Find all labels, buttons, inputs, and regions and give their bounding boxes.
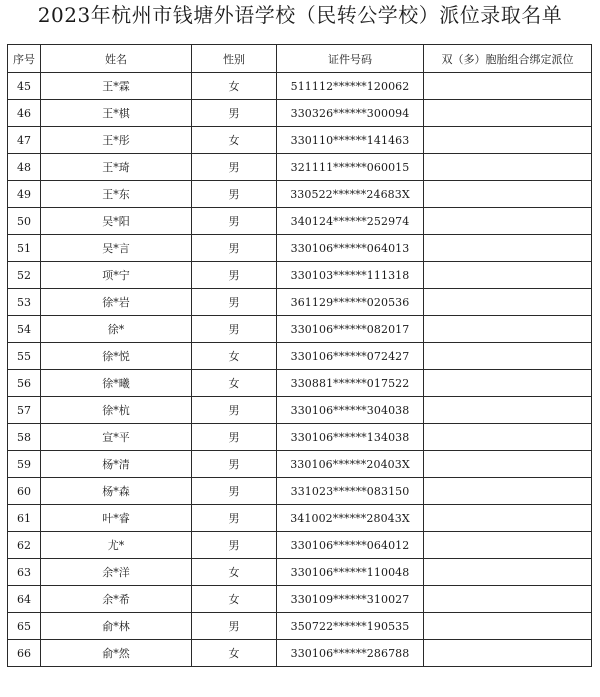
cell-index: 49 [8, 181, 41, 208]
table-row [8, 262, 592, 289]
cell-name: 叶*睿 [41, 505, 192, 532]
table-row [8, 451, 592, 478]
cell-twin-assignment [424, 505, 592, 532]
cell-twin-assignment [424, 289, 592, 316]
cell-id-number: 330110******141463 [277, 127, 424, 154]
admission-table-container [7, 44, 591, 667]
cell-id-number: 331023******083150 [277, 478, 424, 505]
cell-name: 吴*阳 [41, 208, 192, 235]
cell-id-number: 330106******082017 [277, 316, 424, 343]
cell-name: 俞*林 [41, 613, 192, 640]
cell-gender: 男 [192, 289, 277, 316]
table-row [8, 505, 592, 532]
table-row [8, 424, 592, 451]
cell-gender: 男 [192, 208, 277, 235]
cell-name: 宣*平 [41, 424, 192, 451]
cell-gender: 女 [192, 343, 277, 370]
cell-twin-assignment [424, 370, 592, 397]
table-row [8, 73, 592, 100]
cell-name: 吴*言 [41, 235, 192, 262]
table-row [8, 370, 592, 397]
cell-index: 48 [8, 154, 41, 181]
cell-index: 46 [8, 100, 41, 127]
cell-gender: 女 [192, 127, 277, 154]
cell-gender: 女 [192, 586, 277, 613]
cell-name: 余*洋 [41, 559, 192, 586]
header-name: 姓名 [41, 45, 192, 73]
cell-twin-assignment [424, 100, 592, 127]
document-title: 2023年杭州市钱塘外语学校（民转公学校）派位录取名单 [37, 3, 563, 27]
cell-id-number: 330106******304038 [277, 397, 424, 424]
cell-id-number: 350722******190535 [277, 613, 424, 640]
cell-name: 王*棋 [41, 100, 192, 127]
cell-id-number: 330881******017522 [277, 370, 424, 397]
cell-name: 余*希 [41, 586, 192, 613]
cell-name: 徐* [41, 316, 192, 343]
cell-gender: 男 [192, 451, 277, 478]
cell-index: 47 [8, 127, 41, 154]
cell-name: 尤* [41, 532, 192, 559]
cell-id-number: 330103******111318 [277, 262, 424, 289]
cell-twin-assignment [424, 586, 592, 613]
cell-gender: 男 [192, 100, 277, 127]
cell-twin-assignment [424, 208, 592, 235]
header-twin-assignment: 双（多）胞胎组合绑定派位 [424, 45, 592, 73]
table-row [8, 181, 592, 208]
cell-twin-assignment [424, 397, 592, 424]
cell-gender: 男 [192, 316, 277, 343]
cell-index: 52 [8, 262, 41, 289]
cell-index: 55 [8, 343, 41, 370]
table-row [8, 397, 592, 424]
cell-gender: 女 [192, 640, 277, 667]
cell-name: 徐*杭 [41, 397, 192, 424]
cell-gender: 男 [192, 154, 277, 181]
cell-twin-assignment [424, 532, 592, 559]
cell-gender: 男 [192, 613, 277, 640]
cell-id-number: 330106******064013 [277, 235, 424, 262]
cell-gender: 男 [192, 397, 277, 424]
cell-twin-assignment [424, 154, 592, 181]
cell-index: 58 [8, 424, 41, 451]
cell-index: 57 [8, 397, 41, 424]
cell-gender: 男 [192, 505, 277, 532]
table-row [8, 289, 592, 316]
cell-name: 项*宁 [41, 262, 192, 289]
table-body [8, 73, 592, 667]
cell-index: 64 [8, 586, 41, 613]
cell-index: 56 [8, 370, 41, 397]
cell-index: 61 [8, 505, 41, 532]
table-row [8, 343, 592, 370]
cell-index: 66 [8, 640, 41, 667]
cell-index: 50 [8, 208, 41, 235]
cell-id-number: 321111******060015 [277, 154, 424, 181]
cell-gender: 男 [192, 235, 277, 262]
cell-twin-assignment [424, 559, 592, 586]
cell-id-number: 330106******286788 [277, 640, 424, 667]
cell-gender: 男 [192, 478, 277, 505]
cell-id-number: 340124******252974 [277, 208, 424, 235]
header-id-number: 证件号码 [277, 45, 424, 73]
cell-gender: 男 [192, 181, 277, 208]
cell-id-number: 330106******110048 [277, 559, 424, 586]
cell-index: 60 [8, 478, 41, 505]
cell-twin-assignment [424, 262, 592, 289]
cell-index: 62 [8, 532, 41, 559]
cell-index: 65 [8, 613, 41, 640]
cell-name: 杨*清 [41, 451, 192, 478]
cell-gender: 男 [192, 262, 277, 289]
table-header-row [8, 45, 592, 73]
cell-name: 俞*然 [41, 640, 192, 667]
cell-gender: 女 [192, 559, 277, 586]
cell-twin-assignment [424, 613, 592, 640]
cell-twin-assignment [424, 235, 592, 262]
cell-id-number: 330522******24683X [277, 181, 424, 208]
table-row [8, 100, 592, 127]
cell-twin-assignment [424, 73, 592, 100]
cell-name: 王*琦 [41, 154, 192, 181]
table-row [8, 208, 592, 235]
cell-name: 徐*岩 [41, 289, 192, 316]
cell-gender: 男 [192, 532, 277, 559]
cell-index: 45 [8, 73, 41, 100]
table-row [8, 316, 592, 343]
cell-twin-assignment [424, 424, 592, 451]
table-row [8, 235, 592, 262]
cell-id-number: 511112******120062 [277, 73, 424, 100]
cell-name: 徐*曦 [41, 370, 192, 397]
cell-twin-assignment [424, 127, 592, 154]
cell-gender: 男 [192, 424, 277, 451]
cell-name: 杨*森 [41, 478, 192, 505]
cell-index: 51 [8, 235, 41, 262]
table-row [8, 640, 592, 667]
cell-id-number: 330109******310027 [277, 586, 424, 613]
cell-twin-assignment [424, 451, 592, 478]
cell-id-number: 330326******300094 [277, 100, 424, 127]
cell-twin-assignment [424, 181, 592, 208]
table-row [8, 532, 592, 559]
cell-index: 54 [8, 316, 41, 343]
cell-twin-assignment [424, 343, 592, 370]
cell-name: 王*霖 [41, 73, 192, 100]
table-row [8, 127, 592, 154]
table-row [8, 154, 592, 181]
cell-index: 59 [8, 451, 41, 478]
cell-twin-assignment [424, 478, 592, 505]
cell-id-number: 330106******134038 [277, 424, 424, 451]
cell-id-number: 341002******28043X [277, 505, 424, 532]
cell-gender: 女 [192, 73, 277, 100]
cell-id-number: 330106******20403X [277, 451, 424, 478]
table-row [8, 613, 592, 640]
cell-name: 王*东 [41, 181, 192, 208]
header-index: 序号 [8, 45, 41, 73]
admission-table [7, 44, 592, 667]
header-gender: 性别 [192, 45, 277, 73]
cell-twin-assignment [424, 640, 592, 667]
cell-gender: 女 [192, 370, 277, 397]
cell-index: 63 [8, 559, 41, 586]
cell-name: 王*彤 [41, 127, 192, 154]
cell-index: 53 [8, 289, 41, 316]
cell-id-number: 330106******064012 [277, 532, 424, 559]
table-row [8, 586, 592, 613]
cell-id-number: 330106******072427 [277, 343, 424, 370]
cell-id-number: 361129******020536 [277, 289, 424, 316]
cell-twin-assignment [424, 316, 592, 343]
table-row [8, 559, 592, 586]
table-row [8, 478, 592, 505]
cell-name: 徐*悦 [41, 343, 192, 370]
